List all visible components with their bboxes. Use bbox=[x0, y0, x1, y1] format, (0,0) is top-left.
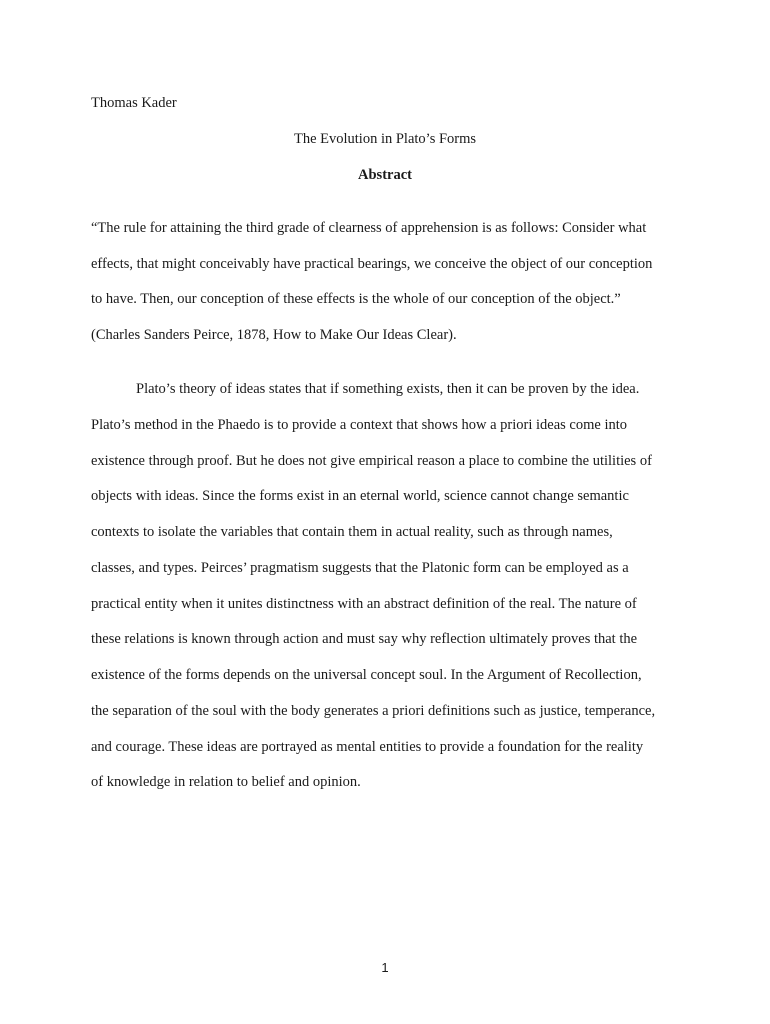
paragraph-line: the separation of the soul with the body generates a priori definitions such as justice, temperance, bbox=[91, 703, 656, 719]
paragraph-line: these relations is known through action and must say why reflection ultimately proves that the bbox=[91, 631, 638, 647]
quote-line: “The rule for attaining the third grade of clearness of apprehension is as follows: Consider what bbox=[91, 220, 647, 236]
author-name: Thomas Kader bbox=[91, 95, 177, 111]
paragraph-line: of knowledge in relation to belief and opinion. bbox=[91, 774, 361, 790]
abstract-heading: Abstract bbox=[358, 167, 412, 183]
paragraph-line: practical entity when it unites distinctness with an abstract definition of the real. The nature of bbox=[91, 596, 637, 612]
paragraph-line: Plato’s theory of ideas states that if something exists, then it can be proven by the idea. bbox=[136, 381, 640, 397]
paragraph-line: and courage. These ideas are portrayed as mental entities to provide a foundation for the reality bbox=[91, 739, 644, 755]
paper-title: The Evolution in Plato’s Forms bbox=[293, 131, 477, 147]
paragraph-line: existence through proof. But he does not give empirical reason a place to combine the utilities of bbox=[91, 453, 652, 469]
paragraph-line: contexts to isolate the variables that contain them in actual reality, such as through names, bbox=[91, 524, 613, 540]
paragraph-line: objects with ideas. Since the forms exist in an eternal world, science cannot change semantic bbox=[91, 488, 629, 504]
paragraph-line: existence of the forms depends on the universal concept soul. In the Argument of Recollection, bbox=[91, 667, 642, 683]
paragraph-line: classes, and types. Peirces’ pragmatism suggests that the Platonic form can be employed as a bbox=[91, 560, 629, 576]
page-number: 1 bbox=[381, 960, 389, 975]
quote-line: to have. Then, our conception of these effects is the whole of our conception of the object.” bbox=[91, 291, 621, 307]
quote-line: effects, that might conceivably have practical bearings, we conceive the object of our conception bbox=[91, 256, 653, 272]
paragraph-line: Plato’s method in the Phaedo is to provide a context that shows how a priori ideas come into bbox=[91, 417, 628, 433]
quote-citation: (Charles Sanders Peirce, 1878, How to Make Our Ideas Clear). bbox=[91, 327, 457, 343]
